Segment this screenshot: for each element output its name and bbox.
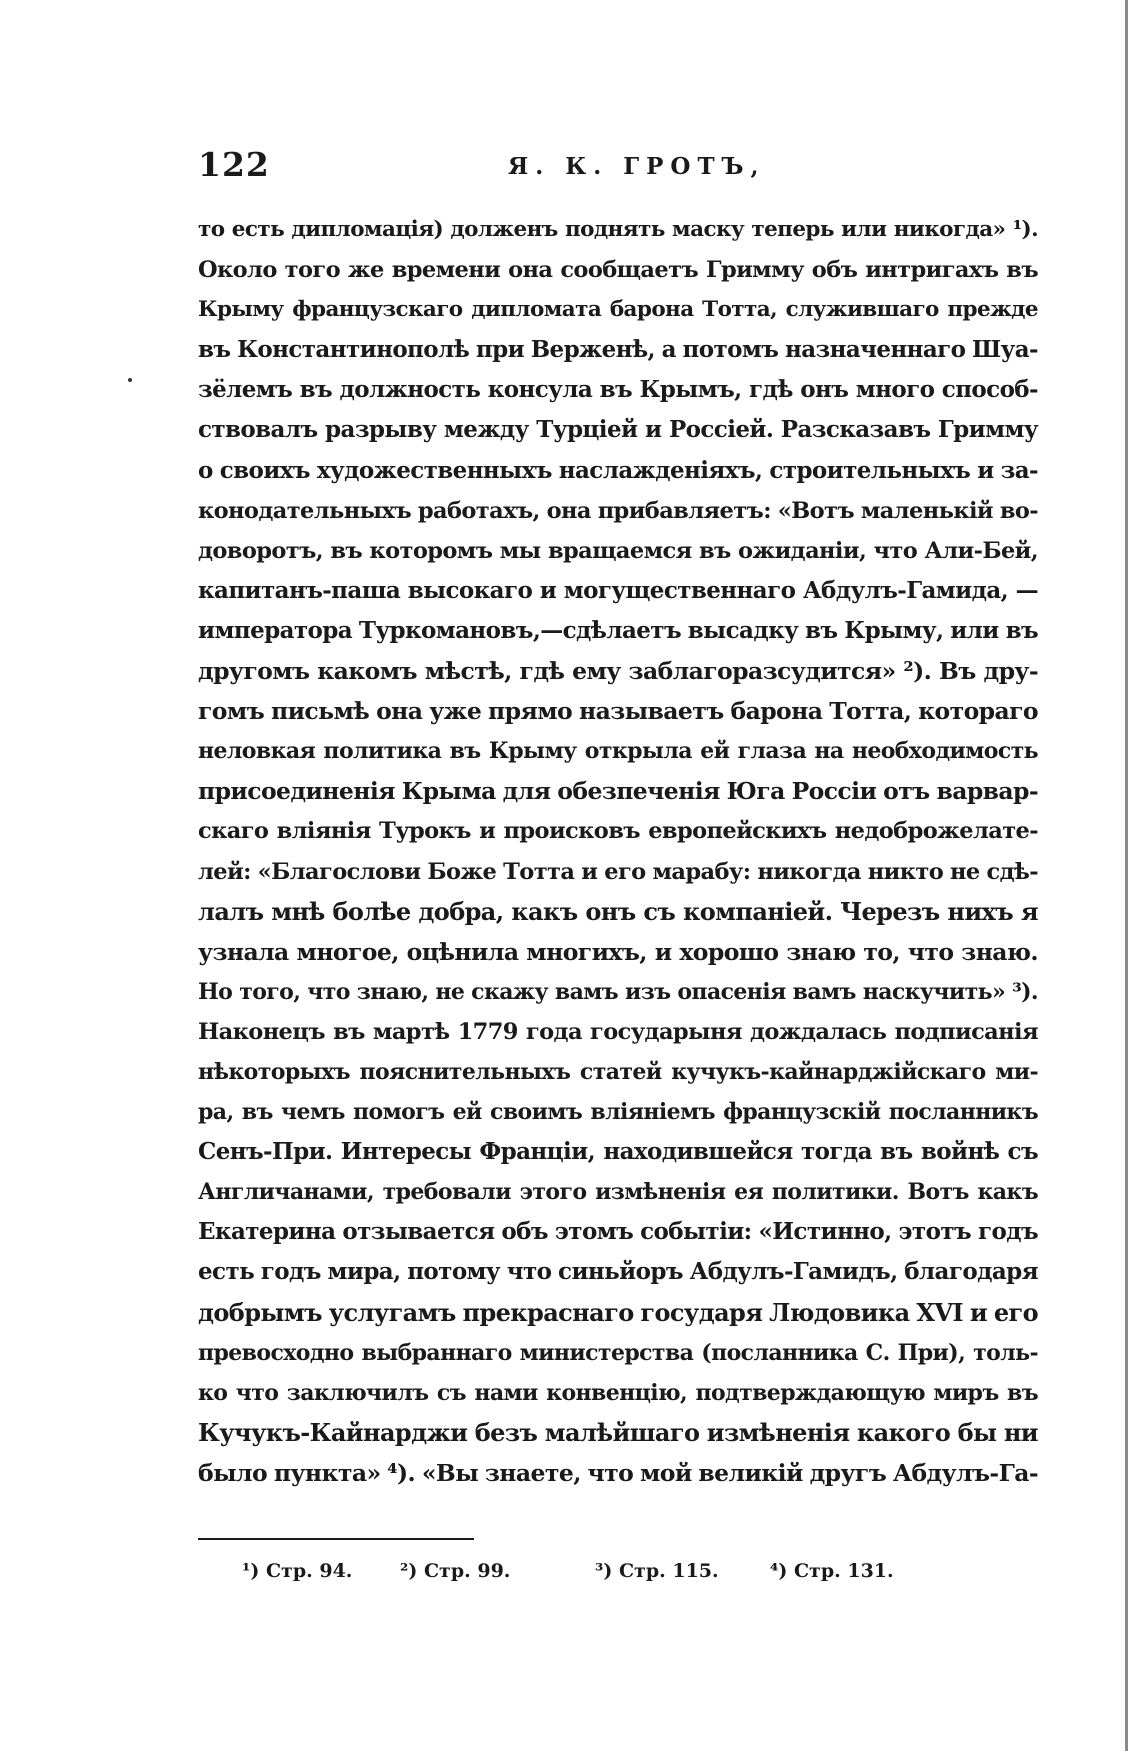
footnote-1 <box>242 1560 352 1582</box>
text-line: ра, въ чемъ помогъ ей своимъ вліяніемъ французскій посланникъ <box>198 1099 1038 1126</box>
text-line: императора Туркомановъ,—сдѣлаетъ высадку въ Крыму, или въ <box>198 616 1038 644</box>
text-line: добрымъ услугамъ прекраснаго государя Людовика XVI и его <box>198 1297 1038 1327</box>
running-title: Я. К. ГРОТЪ, <box>508 153 766 180</box>
text-line: въ Константинополѣ при Верженѣ, а потомъ назначеннаго Шуа- <box>198 336 1038 364</box>
footnote-mark: ³) <box>595 1560 613 1582</box>
text-line: нѣкоторыхъ пояснительныхъ статей кучукъ-кайнарджійскаго ми- <box>198 1058 1038 1085</box>
body-text <box>198 210 1038 1493</box>
footnote-mark: ²) <box>400 1560 418 1582</box>
text-line: другомъ какомъ мѣстѣ, гдѣ ему заблагоразсудится» ²). Въ дру- <box>198 657 1038 686</box>
page-number: 122 <box>198 145 270 184</box>
text-line: о своихъ художественныхъ наслажденіяхъ, строительныхъ и за- <box>198 456 1038 484</box>
footnote-rule <box>198 1538 474 1540</box>
footnote-mark: ¹) <box>242 1560 260 1582</box>
footnotes <box>242 1552 942 1592</box>
footnote-2 <box>400 1560 510 1582</box>
text-line: Екатерина отзывается объ этомъ событіи: «Истинно, этотъ годъ <box>198 1218 1038 1246</box>
text-line: Англичанами, требовали этого измѣненія ея политики. Вотъ какъ <box>198 1179 1038 1206</box>
footnote-3 <box>595 1560 719 1582</box>
text-line: Сенъ-При. Интересы Франціи, находившейся тогда въ войнѣ съ <box>198 1138 1038 1166</box>
footnote-text: Стр. 115. <box>618 1560 719 1582</box>
text-line: скаго вліянія Турокъ и происковъ европейскихъ недоброжелате- <box>198 818 1038 845</box>
text-line: Наконецъ въ мартѣ 1779 года государыня дождалась подписанія <box>198 1018 1038 1045</box>
page-header <box>198 145 1038 191</box>
text-line: есть годъ мира, потому что синьйоръ Абдулъ-Гамидъ, благодаря <box>198 1258 1038 1286</box>
footnote-text: Стр. 99. <box>423 1560 511 1582</box>
text-line: присоединенія Крыма для обезпеченія Юга Россіи отъ варвар- <box>198 777 1038 806</box>
text-line: доворотъ, въ которомъ мы вращаемся въ ожиданіи, что Али-Бей, <box>198 537 1038 564</box>
text-line: Кучукъ-Кайнарджи безъ малѣйшаго измѣненія какого бы ни <box>198 1417 1038 1447</box>
text-line: превосходно выбраннаго министерства (посланника С. При), толь- <box>198 1339 1038 1366</box>
footnote-4 <box>770 1560 894 1582</box>
text-line: ствовалъ разрыву между Турціей и Россіей. Разсказавъ Гримму <box>198 416 1038 444</box>
text-line: лей: «Благослови Боже Тотта и его марабу: никогда никто не сдѣ- <box>198 858 1038 885</box>
text-line: Но того, что знаю, не скажу вамъ изъ опасенія вамъ наскучить» ³). <box>198 978 1038 1005</box>
footnote-text: Стр. 131. <box>793 1560 894 1582</box>
text-line: гомъ письмѣ она уже прямо называетъ барона Тотта, котораго <box>198 697 1038 726</box>
margin-mark <box>128 378 132 382</box>
text-line: зёлемъ въ должность консула въ Крымъ, гдѣ онъ много способ- <box>198 376 1038 404</box>
text-line: Около того же времени она сообщаетъ Гримму объ интригахъ въ <box>198 257 1038 284</box>
text-line: было пункта» ⁴). «Вы знаете, что мой великій другъ Абдулъ-Га- <box>198 1458 1038 1487</box>
page-edge-shadow <box>1125 0 1128 1751</box>
text-line: узнала многое, оцѣнила многихъ, и хорошо знаю то, что знаю. <box>198 937 1038 966</box>
text-line: конодательныхъ работахъ, она прибавляетъ: «Вотъ маленькій во- <box>198 497 1038 524</box>
text-line: лалъ мнѣ болѣе добра, какъ онъ съ компаніей. Черезъ нихъ я <box>198 896 1038 926</box>
text-line: ко что заключилъ съ нами конвенцію, подтверждающую миръ въ <box>198 1379 1038 1406</box>
text-line: капитанъ-паша высокаго и могущественнаго Абдулъ-Гамида, — <box>198 576 1038 604</box>
footnote-mark: ⁴) <box>770 1560 788 1582</box>
text-line: Крыму французскаго дипломата барона Тотта, служившаго прежде <box>198 297 1038 323</box>
footnote-text: Стр. 94. <box>265 1560 353 1582</box>
text-line: то есть дипломація) долженъ поднять маску теперь или никогда» ¹). <box>198 217 1038 242</box>
text-line: неловкая политика въ Крыму открыла ей глаза на необходимость <box>198 738 1038 765</box>
